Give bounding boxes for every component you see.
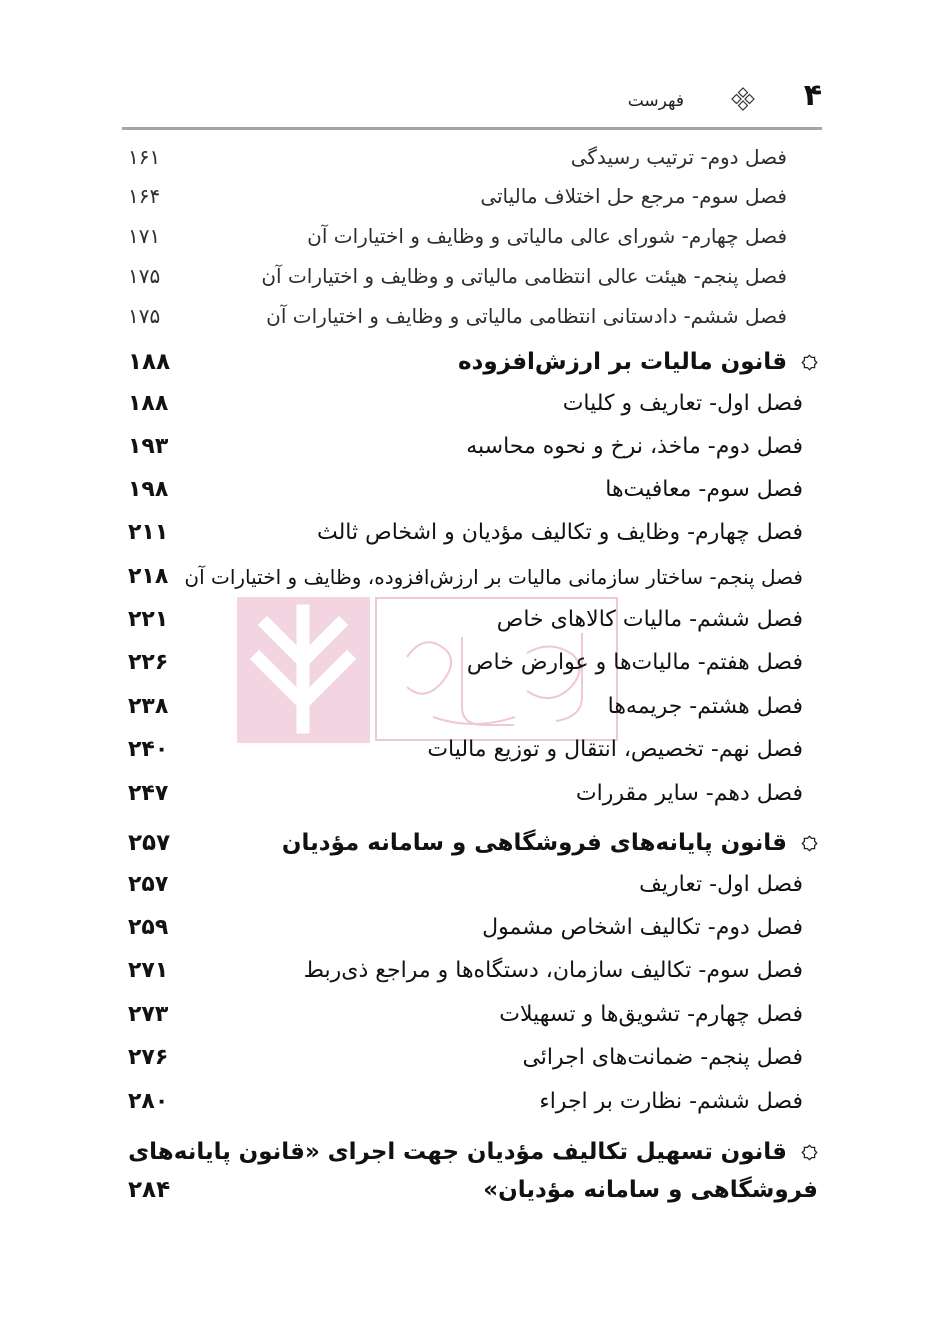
toc-entry — [128, 646, 803, 680]
toc-section-heading — [128, 344, 818, 380]
toc-entry-title: فصل سوم- معافیت‌ها — [605, 477, 803, 502]
toc-entry-page: ۱۹۳ — [128, 434, 169, 459]
toc-entry — [128, 516, 803, 550]
rosette-bullet-icon — [801, 1144, 818, 1161]
toc-section-page: ۲۵۷ — [128, 830, 171, 856]
toc-entry-page: ۲۲۱ — [128, 607, 169, 632]
toc-entry-title: فصل هفتم- مالیات‌ها و عوارض خاص — [466, 650, 803, 675]
heading-word: «قانون — [238, 1139, 320, 1165]
rosette-bullet-icon — [801, 835, 818, 852]
toc-entry — [128, 690, 803, 724]
toc-entry-title: فصل اول- تعاریف — [639, 872, 803, 897]
toc-entry-title: فصل پنجم- هیئت عالی انتظامی مالیاتی و وظایف و اختیارات آن — [261, 264, 787, 288]
toc-entry — [128, 430, 803, 464]
toc-entry-page: ۱۹۸ — [128, 477, 169, 502]
toc-entry — [128, 142, 787, 172]
toc-entry-title: فصل پنجم- ساختار سازمانی مالیات بر ارزش‌افزوده، وظایف و اختیارات آن — [184, 565, 803, 589]
toc-entry-page: ۲۷۳ — [128, 1002, 169, 1027]
heading-word: تکالیف — [551, 1139, 629, 1165]
toc-entry-title: فصل چهارم- شورای عالی مالیاتی و وظایف و اختیارات آن — [307, 224, 787, 248]
heading-word: قانون — [720, 1139, 787, 1165]
toc-entry-title: فصل دهم- سایر مقررات — [575, 781, 803, 806]
running-header-title: فهرست — [627, 91, 684, 111]
toc-entry — [128, 868, 803, 902]
toc-entry — [128, 1041, 803, 1075]
toc-entry-page: ۲۸۰ — [128, 1089, 169, 1114]
toc-entry-page: ۲۳۸ — [128, 694, 169, 719]
toc-entry — [128, 181, 787, 211]
toc-entry — [128, 473, 803, 507]
toc-section-heading — [128, 1134, 818, 1170]
toc-entry-page: ۱۶۴ — [128, 184, 161, 208]
toc-entry-page: ۲۱۱ — [128, 520, 169, 545]
toc-entry-page: ۲۷۶ — [128, 1045, 169, 1070]
toc-section-page: ۱۸۸ — [128, 349, 171, 375]
toc-section-title: قانون پایانه‌های فروشگاهی و سامانه مؤدیان — [281, 830, 787, 856]
toc-entry — [128, 560, 803, 594]
toc-entry-title: فصل سوم- تکالیف سازمان، دستگاه‌ها و مراجع ذی‌ربط — [303, 958, 803, 983]
toc-section-heading — [128, 825, 818, 861]
toc-entry-page: ۱۷۵ — [128, 264, 161, 288]
toc-entry-title: فصل نهم- تخصیص، انتقال و توزیع مالیات — [427, 737, 803, 762]
toc-section-title-line2: فروشگاهی و سامانه مؤدیان» — [483, 1177, 818, 1203]
toc-entry — [128, 911, 803, 945]
toc-entry-page: ۱۷۵ — [128, 304, 161, 328]
toc-entry-page: ۲۴۰ — [128, 737, 169, 762]
toc-section-title-line1 — [128, 1134, 787, 1170]
toc-entry-title: فصل ششم- مالیات کالاهای خاص — [496, 607, 803, 632]
toc-entry — [128, 301, 787, 331]
toc-entry-title: فصل پنجم- ضمانت‌های اجرائی — [522, 1045, 803, 1070]
heading-word: پایانه‌های — [128, 1139, 231, 1165]
toc-entry-title: فصل ششم- نظارت بر اجراء — [539, 1089, 803, 1114]
toc-entry-title: فصل دوم- تکالیف اشخاص مشمول — [482, 915, 803, 940]
heading-word: اجرای — [327, 1139, 396, 1165]
toc-entry-page: ۲۲۶ — [128, 650, 169, 675]
toc-entry — [128, 221, 787, 251]
heading-word: جهت — [403, 1139, 460, 1165]
toc-entry-page: ۲۴۷ — [128, 781, 169, 806]
page-number: ۴ — [803, 78, 822, 113]
four-diamonds-ornament-icon — [731, 87, 755, 111]
rosette-bullet-icon — [801, 354, 818, 371]
toc-entry-page: ۱۸۸ — [128, 391, 169, 416]
toc-entry — [128, 998, 803, 1032]
toc-entry — [128, 954, 803, 988]
toc-entry-page: ۲۵۹ — [128, 915, 169, 940]
toc-entry — [128, 603, 803, 637]
toc-entry-title: فصل چهارم- تشویق‌ها و تسهیلات — [499, 1002, 803, 1027]
toc-entry — [128, 777, 803, 811]
toc-entry-page: ۱۶۱ — [128, 145, 161, 169]
toc-entry — [128, 261, 787, 291]
toc-section-title: قانون مالیات بر ارزش‌افزوده — [457, 349, 787, 375]
heading-word: تسهیل — [635, 1139, 713, 1165]
toc-entry-page: ۲۷۱ — [128, 958, 169, 983]
toc-entry-title: فصل دوم- ماخذ، نرخ و نحوه محاسبه — [466, 434, 803, 459]
toc-entry — [128, 387, 803, 421]
toc-entry-title: فصل ششم- دادستانی انتظامی مالیاتی و وظایف و اختیارات آن — [266, 304, 787, 328]
toc-section-page: ۲۸۴ — [128, 1177, 171, 1203]
toc-entry — [128, 1085, 803, 1119]
toc-entry-page: ۲۱۸ — [128, 564, 169, 589]
toc-entry-title: فصل سوم- مرجع حل اختلاف مالیاتی — [480, 184, 787, 208]
toc-entry-title: فصل اول- تعاریف و کلیات — [562, 391, 803, 416]
toc-entry-title: فصل دوم- ترتیب رسیدگی — [570, 145, 787, 169]
toc-entry-page: ۱۷۱ — [128, 224, 161, 248]
heading-word: مؤدیان — [466, 1139, 545, 1165]
toc-entry-page: ۲۵۷ — [128, 872, 169, 897]
toc-section-heading-continued — [128, 1172, 818, 1208]
toc-entry-title: فصل هشتم- جریمه‌ها — [607, 694, 803, 719]
toc-entry — [128, 733, 803, 767]
header-divider — [122, 127, 822, 130]
toc-entry-title: فصل چهارم- وظایف و تکالیف مؤدیان و اشخاص ثالث — [316, 520, 803, 545]
